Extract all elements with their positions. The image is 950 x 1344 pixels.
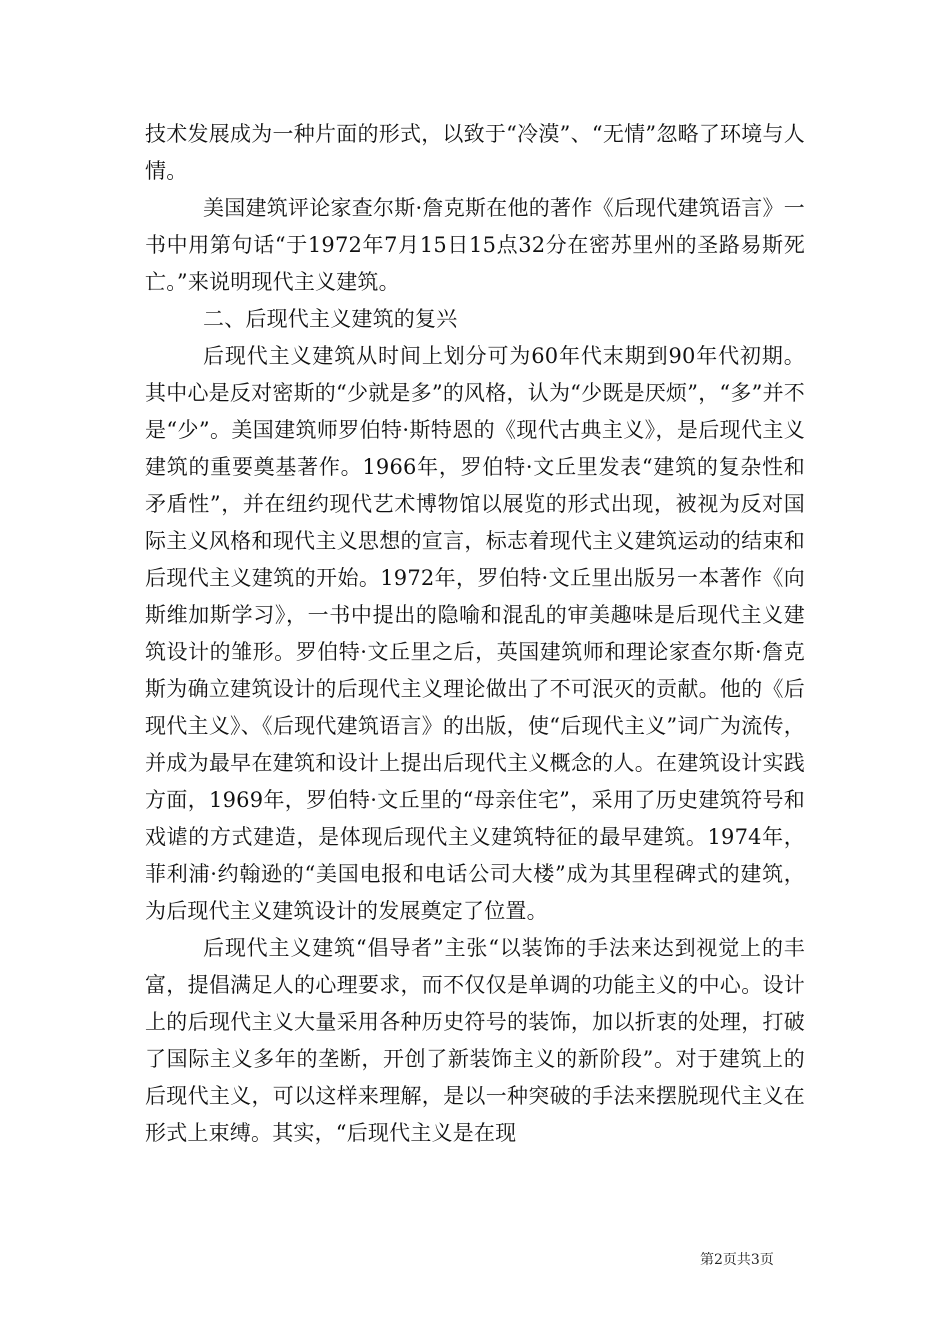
section-heading: 二、后现代主义建筑的复兴 [203,307,458,331]
paragraph-continuation: 技术发展成为一种片面的形式，以致于“冷漠”、“无情”忽略了环境与人情。 [145,122,805,183]
paragraph-postmodern-advocates: 后现代主义建筑“倡导者”主张“以装饰的手法来达到视觉上的丰富，提倡满足人的心理要求，而不仅仅是单调的功能主义的中心。设计上的后现代主义大量采用各种历史符号的装饰，加以折衷的处理，打破了国际主义多年的垄断，开创了新装饰主义的新阶段”。对于建筑上的后现代主义，可以这样来理解，是以一种突破的手法来摆脱现代主义在形式上束缚。其实，“后现代主义是在现 [145,936,805,1145]
page-number: 第2页共3页 [700,1252,774,1268]
body-text [145,116,805,1152]
paragraph-postmodern-history: 后现代主义建筑从时间上划分可为60年代末期到90年代初期。其中心是反对密斯的“少就是多”的风格，认为“少既是厌烦”，“多”并不是“少”。美国建筑师罗伯特·斯特恩的《现代古典主义》，是后现代主义建筑的重要奠基著作。1966年，罗伯特·文丘里发表“建筑的复杂性和矛盾性”，并在纽约现代艺术博物馆以展览的形式出现，被视为反对国际主义风格和现代主义思想的宣言，标志着现代主义建筑运动的结束和后现代主义建筑的开始。1972年，罗伯特·文丘里出版另一本著作《向斯维加斯学习》，一书中提出的隐喻和混乱的审美趣味是后现代主义建筑设计的雏形。罗伯特·文丘里之后，英国建筑师和理论家查尔斯·詹克斯为确立建筑设计的后现代主义理论做出了不可泯灭的贡献。他的《后现代主义》、《后现代建筑语言》的出版，使“后现代主义”词广为流传，并成为最早在建筑和设计上提出后现代主义概念的人。在建筑设计实践方面，1969年，罗伯特·文丘里的“母亲住宅”，采用了历史建筑符号和戏谑的方式建造，是体现后现代主义建筑特征的最早建筑。1974年，菲利浦·约翰逊的“美国电报和电话公司大楼”成为其里程碑式的建筑，为后现代主义建筑设计的发展奠定了位置。 [145,344,805,923]
paragraph-jencks-quote: 美国建筑评论家查尔斯·詹克斯在他的著作《后现代建筑语言》一书中用第句话“于1972年7月15日15点32分在密苏里州的圣路易斯死亡。”来说明现代主义建筑。 [145,196,805,294]
